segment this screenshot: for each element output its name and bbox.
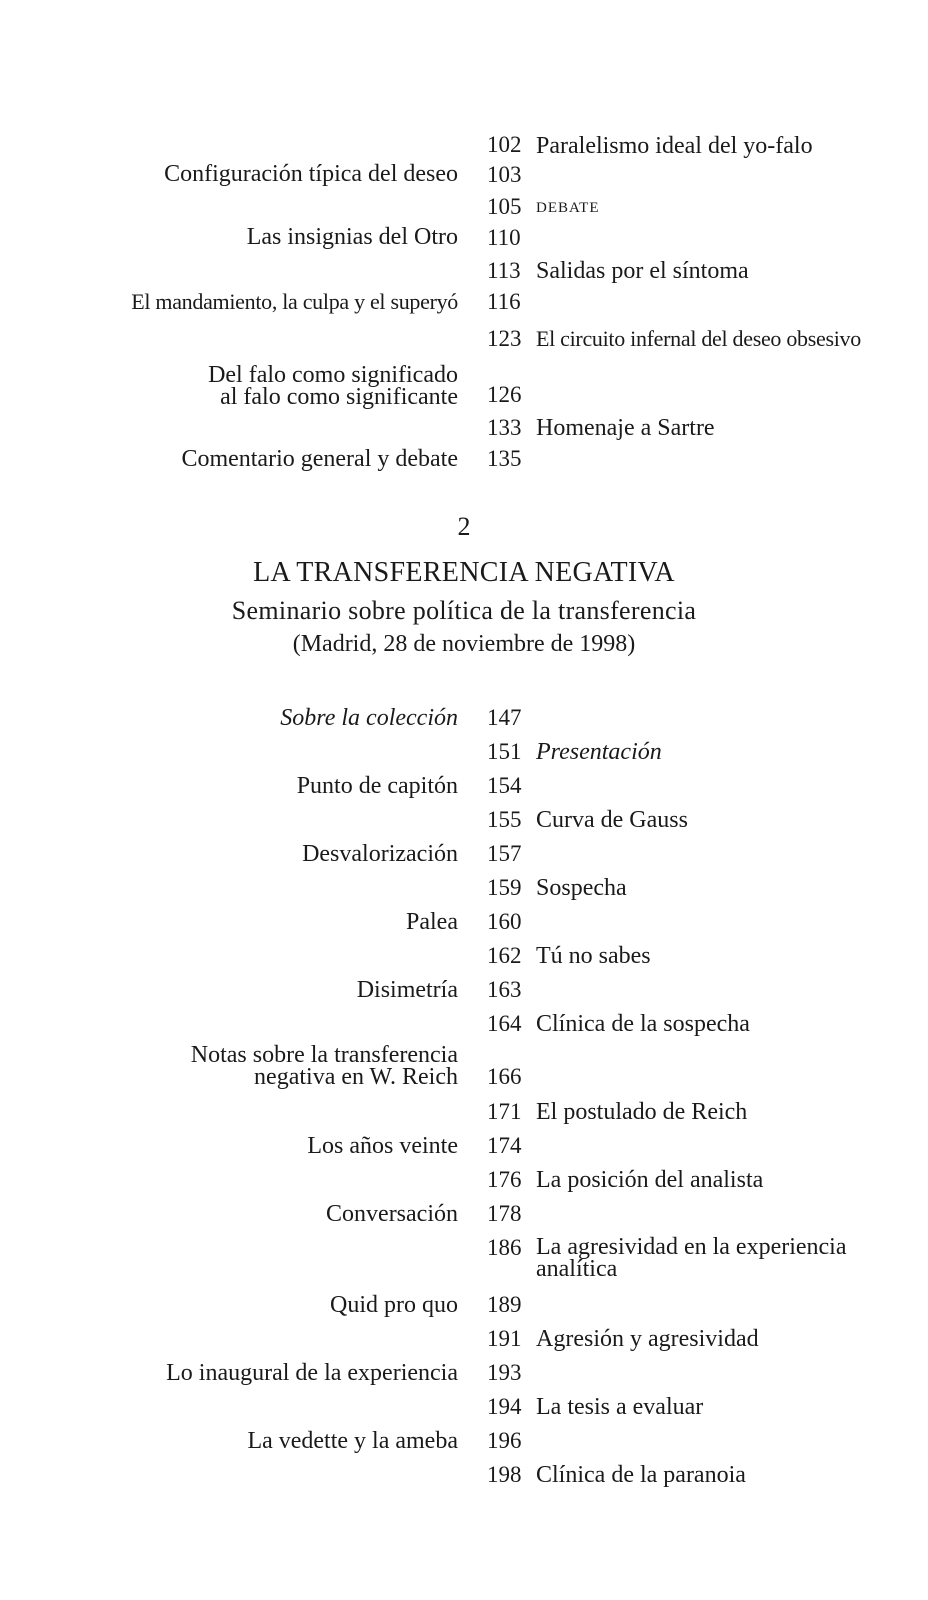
toc-entry: [0, 873, 928, 903]
entry-title: Curva de Gauss: [536, 807, 688, 833]
toc-entry: [0, 1044, 928, 1094]
entry-title-line-1: La agresividad en la experiencia: [536, 1234, 847, 1260]
toc-entry: [0, 1199, 928, 1229]
entry-title: Disimetría: [356, 977, 458, 1003]
section-subtitle: Seminario sobre política de la transferencia: [231, 596, 697, 625]
entry-title: Palea: [406, 909, 458, 935]
entry-title: El postulado de Reich: [536, 1099, 748, 1125]
toc-entry: [0, 364, 928, 414]
page-number: 123: [487, 326, 522, 351]
entry-title-line-2: analítica: [536, 1256, 618, 1282]
entry-title: Paralelismo ideal del yo-falo: [536, 133, 813, 159]
page-number: 155: [487, 807, 522, 832]
entry-title: Lo inaugural de la experiencia: [166, 1360, 458, 1386]
entry-title: Clínica de la sospecha: [536, 1011, 750, 1037]
entry-title: Salidas por el síntoma: [536, 258, 749, 284]
page-number: 103: [487, 162, 522, 187]
toc-entry: [0, 1426, 928, 1456]
page-number: 126: [487, 382, 522, 407]
toc-entry: [0, 444, 928, 474]
page-number: 116: [487, 289, 521, 314]
page-number: 166: [487, 1064, 522, 1089]
page-number: 191: [487, 1326, 522, 1351]
page-number: 159: [487, 875, 522, 900]
entry-title: Los años veinte: [307, 1133, 458, 1159]
entry-title: DEBATE: [536, 200, 600, 216]
toc-entry: [0, 1290, 928, 1320]
entry-title: La tesis a evaluar: [536, 1394, 704, 1420]
entry-title-line-1: Notas sobre la transferencia: [190, 1042, 458, 1068]
toc-entry: [0, 192, 928, 222]
page-number: 110: [487, 225, 521, 250]
entry-title: Quid pro quo: [330, 1292, 458, 1318]
page-number: 171: [487, 1099, 522, 1124]
page-number: 198: [487, 1462, 522, 1487]
page-number: 194: [487, 1394, 522, 1419]
toc-entry: [0, 324, 928, 354]
page-number: 176: [487, 1167, 522, 1192]
entry-title: Clínica de la paranoia: [536, 1462, 746, 1488]
toc-entry: [0, 130, 928, 160]
entry-title: Conversación: [326, 1201, 458, 1227]
page-number: 163: [487, 977, 522, 1002]
toc-entry: [0, 223, 928, 253]
entry-title-line-2: al falo como significante: [220, 384, 458, 410]
entry-title: La posición del analista: [536, 1167, 764, 1193]
page-number: 113: [487, 258, 521, 283]
toc-entry: [0, 1358, 928, 1388]
toc-entry: [0, 1165, 928, 1195]
toc-entry: [0, 160, 928, 190]
entry-title: El circuito infernal del deseo obsesivo: [536, 326, 861, 351]
page-number: 157: [487, 841, 522, 866]
page-number: 147: [487, 705, 522, 730]
toc-entry: [0, 1392, 928, 1422]
toc-entry: [0, 839, 928, 869]
page-number: 133: [487, 415, 522, 440]
toc-entry: [0, 1460, 928, 1490]
page-number: 193: [487, 1360, 522, 1385]
toc-entry: [0, 805, 928, 835]
entry-title: Tú no sabes: [536, 943, 651, 969]
page-number: 151: [487, 739, 522, 764]
page-number: 186: [487, 1235, 522, 1260]
toc-entry: [0, 256, 928, 286]
toc-entry: [0, 907, 928, 937]
toc-entry: [0, 737, 928, 767]
toc-entry: [0, 1097, 928, 1127]
entry-title: Punto de capitón: [296, 773, 458, 799]
toc-entry: [0, 287, 928, 317]
entry-title-line-1: Del falo como significado: [208, 362, 458, 388]
entry-title: Homenaje a Sartre: [536, 415, 715, 441]
toc-entry: [0, 413, 928, 443]
entry-title: Las insignias del Otro: [246, 224, 458, 250]
page-number: 160: [487, 909, 522, 934]
entry-title: Comentario general y debate: [181, 446, 458, 472]
entry-title: Presentación: [536, 739, 662, 765]
entry-title: La vedette y la ameba: [247, 1428, 458, 1454]
section-title: LA TRANSFERENCIA NEGATIVA: [253, 557, 675, 588]
page-number: 178: [487, 1201, 522, 1226]
entry-title-line-2: negativa en W. Reich: [254, 1064, 458, 1090]
entry-title: Configuración típica del deseo: [164, 161, 458, 187]
toc-entry: [0, 941, 928, 971]
toc-entry: [0, 771, 928, 801]
toc-entry: [0, 1233, 928, 1283]
toc-entry: [0, 1131, 928, 1161]
page-number: 196: [487, 1428, 522, 1453]
page-number: 102: [487, 132, 522, 157]
toc-entry: [0, 975, 928, 1005]
page-number: 189: [487, 1292, 522, 1317]
page-number: 162: [487, 943, 522, 968]
section-number: 2: [457, 512, 471, 541]
entry-title: Desvalorización: [302, 841, 458, 867]
entry-title: Sobre la colección: [280, 705, 458, 731]
page-number: 135: [487, 446, 522, 471]
toc-entry: [0, 1324, 928, 1354]
page-number: 154: [487, 773, 522, 798]
entry-title: Agresión y agresividad: [536, 1326, 759, 1352]
toc-entry: [0, 703, 928, 733]
entry-title: Sospecha: [536, 875, 627, 901]
toc-entry: [0, 1009, 928, 1039]
page-number: 105: [487, 194, 522, 219]
section-place-date: (Madrid, 28 de noviembre de 1998): [292, 631, 636, 657]
page-number: 164: [487, 1011, 522, 1036]
page-number: 174: [487, 1133, 522, 1158]
entry-title: El mandamiento, la culpa y el superyó: [131, 289, 458, 314]
